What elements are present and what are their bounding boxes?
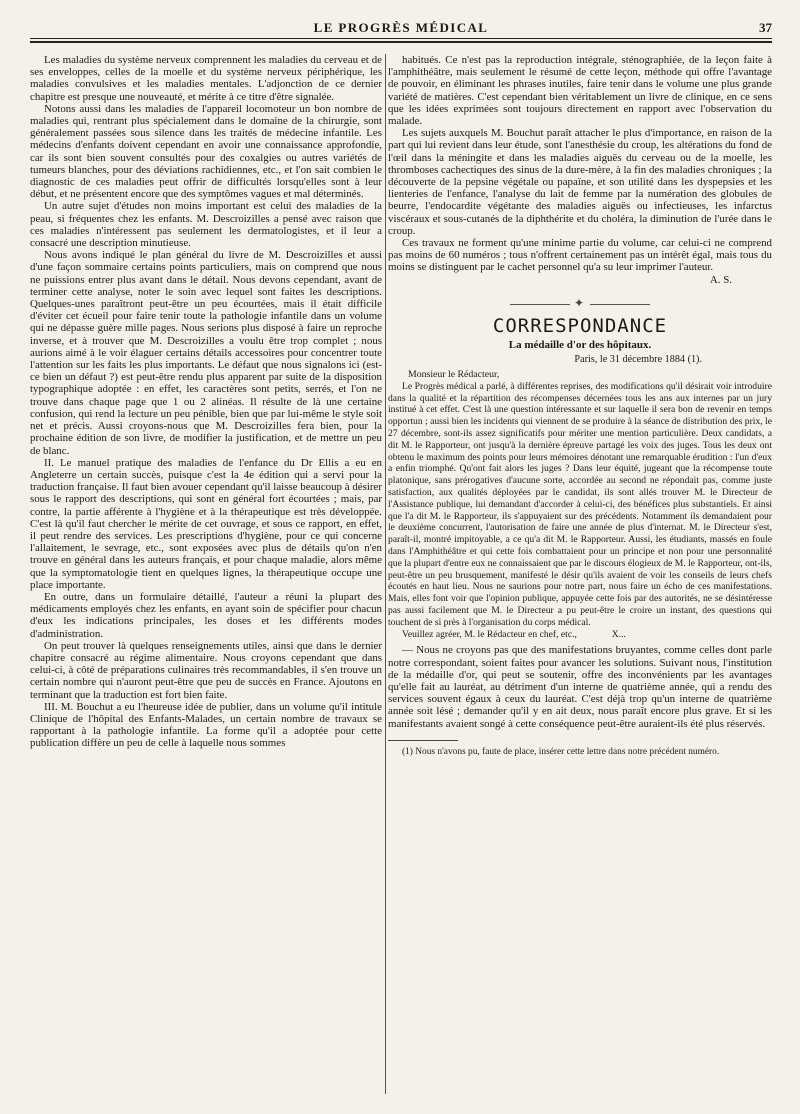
journal-title: LE PROGRÈS MÉDICAL bbox=[313, 20, 489, 35]
paragraph: On peut trouver là quelques renseignements utiles, ainsi que dans le dernier chapitre consacré au régime alimentaire. Nous croyons cependant que dans celui-ci, à côté de préparations culinaires très recommandables, il s'en trouve un certain nombre qui n'auront peut-être que peu de succès en France. Ajoutons en terminant que la traduction est fort bien faite. bbox=[30, 639, 382, 701]
closing-signature: X... bbox=[611, 628, 626, 640]
paragraph: III. M. Bouchut a eu l'heureuse idée de publier, dans un volume qu'il intitule Clinique de l'hôpital des Enfants-Malades, un certain nombre de travaux se rapportant à la pathologie infantile. La forme qu'il a adoptée pour cette publication diffère un peu de celle à laquelle nous sommes bbox=[30, 700, 382, 750]
editor-note: — Nous ne croyons pas que des manifestations bruyantes, comme celles dont parle notre correspondant, soient faites pour avancer les solutions. Suivant nous, l'institution de la médaille d'or, qui peut se soutenir, offre des inconvénients par les avantages qu'elle fait au lauréat, au détriment d'un interne de quatrième année, qui a rendu des services souvent égaux à ceux du lauréat. C'est déjà trop qu'un interne de quatrième année soit lésé ; demander qu'il y en ait deux, nous paraît encore plus grave. Et si les manifestants avaient songé à cette conséquence peut-être auraient-ils été plus réservés. bbox=[388, 644, 772, 730]
paragraph: Un autre sujet d'études non moins important est celui des maladies de la peau, si fréquentes chez les enfants. M. Descroizilles a pensé avec raison que ces maladies n'intéressent pas seulement les dermatologistes, et il leur a consacré une description minutieuse. bbox=[30, 200, 382, 250]
page-number: 37 bbox=[759, 20, 772, 35]
paragraph: Nous avons indiqué le plan général du livre de M. Descroizilles et aussi d'une façon sommaire certains points particuliers, mais on comprend que nous ne puissions entrer plus avant dans le détail. Nous devons cependant, avant de terminer cette analyse, noter le soin avec lequel sont faites les descriptions. Quelques-unes paraîtront peut-être un peu écourtées, mais il était difficile d'éviter cet écueil pour faire tenir toute la pathologie infantile dans un volume qui ne dépasse guère mille pages. Nous serions plus disposé à faire un reproche inverse, et à trouver que M. Descroizilles a voulu être trop complet ; nous aurions aimé à le voir élaguer certains détails accessoires pour concentrer toute l'attention sur les faits les plus importants. Le défaut que nous signalons ici (est-ce bien un défaut ?) est peut-être rendu plus apparent par suite de la disposition typographique adoptée : en effet, les caractères sont petits, serrés, et l'on ne trouve dans chaque page que 1 ou 2 alinéas. Il résulte de là une certaine confusion, qui rend la lecture un peu pénible, bien que par lui-même le style soit net et précis. Aussi croyons-nous que M. Descroizilles fera bien, pour la prochaine édition de son livre, de modifier la justification, et de mettre un peu de blanc. bbox=[30, 249, 382, 457]
section-title: CORRESPONDANCE bbox=[492, 314, 668, 337]
letter-greeting: Monsieur le Rédacteur, bbox=[408, 368, 500, 380]
article-signature: A. S. bbox=[709, 273, 732, 286]
paragraph: En outre, dans un formulaire détaillé, l'auteur a réuni la plupart des médicaments employés chez les enfants, en ayant soin de spécifier pour chacun d'eux les indications principales, les doses et les différents modes d'administration. bbox=[30, 590, 382, 640]
footnote: (1) Nous n'avons pu, faute de place, insérer cette lettre dans notre précédent numéro. bbox=[402, 746, 720, 757]
columns bbox=[30, 54, 772, 1094]
paragraph: habitués. Ce n'est pas la reproduction intégrale, sténographiée, de la leçon faite à l'amphithéâtre, mais seulement le résumé de cette leçon, méthode qui offre l'avantage de pouvoir, en éliminant les phrases inutiles, faire tenir dans le volume une plus grande variété de matières. C'est cependant bien véritablement un livre de clinique, en ce sens que les idées exprimées sont toujours directement en rapport avec l'observation du malade. bbox=[388, 54, 772, 128]
right-column bbox=[388, 54, 772, 1094]
closing-text: Veuillez agréer, M. le Rédacteur en chef, etc., bbox=[402, 628, 577, 640]
paragraph: II. Le manuel pratique des maladies de l'enfance du Dr Ellis a eu en Angleterre un certain succès, puisque c'est la 4e édition qui a servi pour la traduction française. Il faut bien avouer cependant qu'il laisse beaucoup à désirer sous le rapport des descriptions, qui sont en général fort écourtées ; mais, par contre, la partie afférente à l'hygiène et à la thérapeutique est très développée. C'est là qu'il faut chercher le mérite de cet ouvrage, et sous ce rapport, en effet, il peut rendre des services. Les prescriptions d'hygiène, pour ce qui concerne l'allaitement, le sevrage, etc., sont exposées avec plus de détails qu'on n'en trouve en général dans les auteurs français, et pour chaque maladie, alors même que la symptomatologie tient en quelques lignes, la thérapeutique occupe une place importante. bbox=[30, 456, 382, 591]
footnote-rule bbox=[388, 740, 458, 741]
page-header bbox=[30, 0, 772, 38]
section-subtitle: La médaille d'or des hôpitaux. bbox=[508, 338, 652, 351]
paragraph: Les sujets auxquels M. Bouchut paraît attacher le plus d'importance, en raison de la part qui lui revient dans leur étude, sont l'anesthésie du croup, les altérations du fond de l'œil dans la méningite et dans les maladies aiguës du cerveau ou de la moelle, les thromboses cachectiques des sinus de la dure-mère, à la fin des maladies chroniques ; la découverte de la pepsine végétale ou papaïne, et son utilité dans les dyspepsies et les lienteries de l'enfance, l'analyse du lait de femme par la numération des globules de beurre, l'endocardite végétante des maladies aiguës ou infectieuses, les infarctus viscéraux et sous-cutanés de la diphthérite et du choléra, la diminution de l'urée dans le croup. bbox=[388, 127, 772, 237]
column-divider bbox=[385, 54, 386, 1094]
section-separator: ✦ bbox=[388, 296, 772, 311]
letter-body: Le Progrès médical a parlé, à différentes reprises, des modifications qu'il désirait voir introduire dans la qualité et la répartition des récompenses décernées tous les ans aux internes par un jury institué à cet effet. C'est là une question intéressante et sur laquelle il sera bon de revenir en temps opportun ; aussi bien les incidents qui viennent de se produire à la séance de distribution des prix, le 27 décembre, sont-ils assez significatifs pour mériter une mention particulière. Deux candidats, a dit M. le Rapporteur, ont jusqu'à la dernière épreuve partagé les voix des juges. Tous les deux ont obtenu le maximum des points pour leurs mémoires dénotant une remarquable érudition : l'un d'eux a enfin triomphé. Qu'ont fait alors les juges ? Dans leur équité, jugeant que la récompense toute platonique, sans prérogatives d'aucune sorte, accordée au second ne répondait pas, comme juste satisfaction, aux qualités déployées par le candidat, ils sont allés trouver M. le Directeur de l'Assistance publique, lui demandant d'accorder à celui-ci, des bénéfices plus substantiels. Et ainsi que l'a dit M. le Rapporteur, ils s'appuyaient sur des précédents. Notamment ils demandaient pour le deuxième concurrent, l'autorisation de faire une année de plus d'internat. M. le Directeur s'est, paraît-il, montré impitoyable, a ce qu'a dit M. le Rapporteur. Aussi, les étudiants, massés en foule dans l'Amphithéâtre et qui cette fois combattaient pour un principe et non pour une personnalité que la plupart d'entre eux ne connaissaient que par le discours élogieux de M. le Rapporteur, ont-ils, peut-être un peu brusquement, manifesté le désir qu'ils avaient de voir les conseils de leurs chefs écoutés en haut lieu. Nous ne saurions pour notre part, nous faire un écho de ces manifestations. Mais, elles font voir que l'opinion publique, appuyée cette fois par des autorités, ne se désintéresse pas aussi facilement que M. le Directeur a pu peut-être le croire un instant, des questions qui touchent de si près à l'organisation du corps médical. bbox=[388, 380, 772, 628]
letter-dateline: Paris, le 31 décembre 1884 (1). bbox=[574, 353, 702, 365]
left-column bbox=[30, 54, 382, 1094]
paragraph: Ces travaux ne forment qu'une minime partie du volume, car celui-ci ne comprend pas moins de 60 numéros ; tous n'offrent certainement pas un intérêt égal, mais tous du moins se distinguent par le cachet personnel qu'a su leur imprimer l'auteur. bbox=[388, 237, 772, 274]
header-rule bbox=[30, 38, 772, 39]
paragraph: Notons aussi dans les maladies de l'appareil locomoteur un bon nombre de maladies qui, rentrant plus spécialement dans le domaine de la chirurgie, sont généralement passées sous silence dans les traités de médecine infantile. Les médecins d'enfants doivent cependant en avoir une connaissance approfondie, car ils sont bien souvent consultés pour des coxalgies ou autres variétés de tumeurs blanches, pour des déviations rachidiennes, etc., et l'on sait combien le diagnostic de ces maladies peut offrir de difficultés lorsqu'elles sont à leur début, et ne présentent encore que des symptômes vagues et mal déterminés. bbox=[30, 102, 382, 201]
paragraph: Les maladies du système nerveux comprennent les maladies du cerveau et de ses enveloppes, celles de la moelle et du système nerveux périphérique, les maladies convulsives et les maladies mentales. L'adjonction de ce dernier chapitre est presque une nouveauté, et mérite à ce titre d'être signalée. bbox=[30, 54, 382, 103]
letter-closing bbox=[388, 629, 772, 641]
header-rule-thick bbox=[30, 41, 772, 43]
